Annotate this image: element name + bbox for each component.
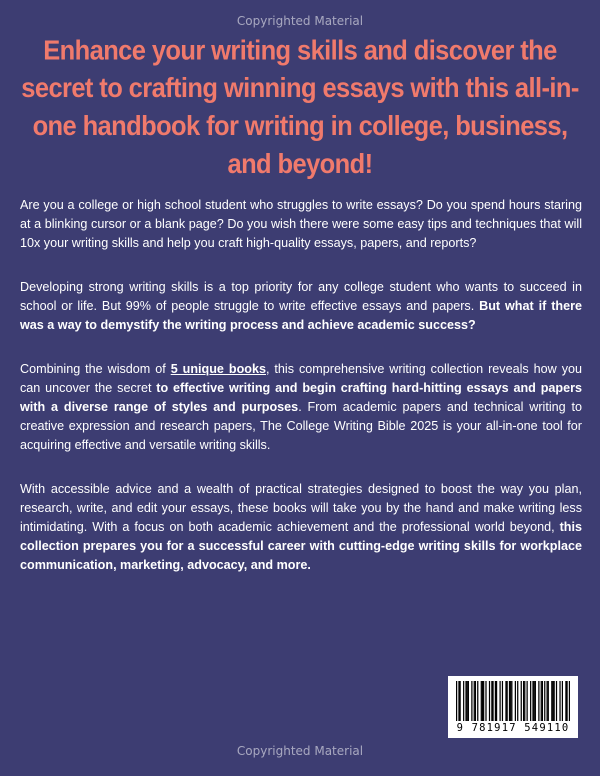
barcode-bar: [475, 681, 476, 721]
barcode-bar: [460, 681, 461, 721]
barcode-bar: [471, 681, 472, 721]
barcode-bar: [489, 681, 490, 721]
barcode-bar: [548, 681, 549, 721]
barcode-bar: [485, 681, 486, 721]
paragraph-3-text-c: , this comprehensive writing collection reveals how you can uncover the secret: [20, 362, 582, 395]
barcode-bar: [456, 681, 457, 721]
barcode-bar: [495, 681, 496, 721]
barcode-bar: [515, 681, 516, 721]
paragraph-3-underlined: 5 unique books: [170, 362, 266, 376]
paragraph-1: [20, 196, 582, 253]
barcode-bar: [569, 681, 570, 721]
barcode-bar: [566, 681, 567, 721]
barcode-bar: [492, 681, 493, 721]
barcode-bar: [474, 681, 475, 721]
barcode-bars: [456, 681, 570, 721]
barcode-bar: [491, 681, 492, 721]
headline: Enhance your writing skills and discover the secret to crafting winning essays with this all-in-one handbook for writing in college, business, and beyond!: [21, 35, 579, 180]
barcode-bar: [467, 681, 468, 721]
paragraph-2-bold: But what if there was a way to demystify the writing process and achieve academic success?: [20, 299, 583, 332]
barcode-bar: [517, 681, 518, 721]
paragraph-3-text-e: . From academic papers and technical writing to creative expression and research papers, The College Writing Bible 2025 is your all-in-one tool for acquiring effective and versatile writing skills.: [20, 400, 582, 452]
barcode-bar: [535, 681, 536, 721]
paragraph-3-bold: to effective writing and begin crafting hard-hitting essays and papers with a diverse range of styles and purposes: [20, 381, 582, 414]
paragraph-3-text-a: Combining the wisdom of: [20, 362, 171, 376]
paragraph-4: [20, 480, 582, 575]
barcode-bar: [565, 681, 566, 721]
barcode-bar: [483, 681, 484, 721]
barcode-bar: [505, 681, 506, 721]
paragraph-4-text: With accessible advice and a wealth of practical strategies designed to boost the way you plan, research, write, and edit your essays, these books will take you by the hand and make writing less intimidating. With a focus on both academic achievement and the professional world beyond,: [20, 482, 582, 534]
barcode-bar: [502, 681, 503, 721]
barcode-bar: [538, 681, 539, 721]
barcode-bar: [562, 681, 563, 721]
barcode-bar: [527, 681, 528, 721]
barcode-bar: [521, 681, 522, 721]
barcode-bar: [468, 681, 469, 721]
paragraph-2: [20, 278, 582, 335]
barcode-bar: [496, 681, 497, 721]
body-text: [20, 196, 582, 600]
barcode-bar: [523, 681, 524, 721]
barcode-bar: [532, 681, 533, 721]
barcode-bar: [551, 681, 552, 721]
barcode-bar: [530, 681, 531, 721]
paragraph-3: [20, 360, 582, 455]
barcode-bar: [482, 681, 483, 721]
watermark-bottom: Copyrighted Material: [236, 744, 364, 758]
barcode-bar: [507, 681, 508, 721]
barcode-bar: [534, 681, 535, 721]
paragraph-1-text: Are you a college or high school student who struggles to write essays? Do you spend hours staring at a blinking cursor or a blank page? Do you wish there were some easy tips and techniques that will 10x your writing skills and help you craft high-quality essays, papers, and reports?: [20, 198, 582, 250]
barcode-bar: [544, 681, 545, 721]
barcode-bar: [458, 681, 459, 721]
barcode-bar: [499, 681, 500, 721]
barcode-bar: [546, 681, 547, 721]
barcode-bar: [541, 681, 542, 721]
barcode-number: 9 781917 549110: [456, 722, 570, 734]
barcode-bar: [477, 681, 478, 721]
barcode-bar: [481, 681, 482, 721]
barcode-bar: [510, 681, 511, 721]
barcode-bar: [556, 681, 557, 721]
paragraph-4-bold: this collection prepares you for a successful career with cutting-edge writing skills for workplace communication, marketing, advocacy, and more.: [20, 520, 582, 572]
barcode-bar: [552, 681, 553, 721]
barcode-bar: [463, 681, 464, 721]
barcode-bar: [524, 681, 525, 721]
barcode-bar: [509, 681, 510, 721]
barcode-bar: [465, 681, 466, 721]
barcode-bar: [554, 681, 555, 721]
paragraph-2-text: Developing strong writing skills is a top priority for any college student who wants to succeed in school or life. But 99% of people struggle to write effective essays and papers.: [20, 280, 582, 313]
watermark-top: Copyrighted Material: [236, 14, 364, 28]
barcode-bar: [542, 681, 543, 721]
barcode-bar: [559, 681, 560, 721]
barcode-bar: [511, 681, 512, 721]
barcode: [448, 676, 578, 738]
